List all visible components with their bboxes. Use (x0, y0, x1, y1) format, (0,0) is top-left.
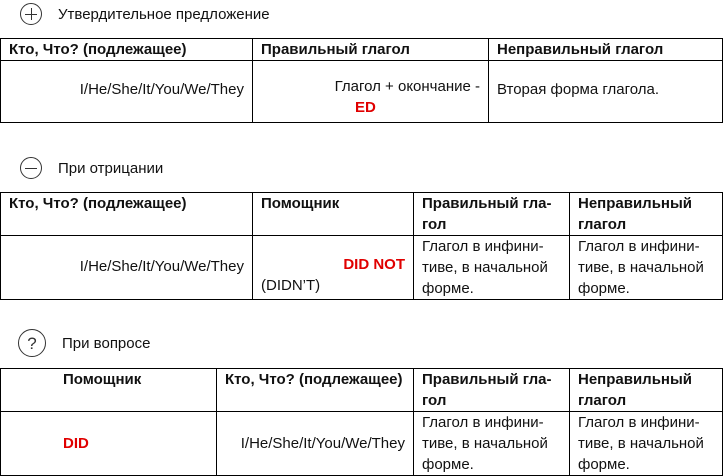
did-not-label: DID NOT (343, 255, 405, 273)
header-regular-verb: Правильный гла- гол (414, 193, 570, 236)
question-title: При вопросе (62, 334, 151, 352)
affirmative-heading (20, 3, 270, 25)
affirmative-table (0, 38, 723, 123)
regular-verb-cell: Глагол в инфини- тиве, в начальной форме. (414, 236, 570, 300)
plus-circle-icon (20, 3, 42, 25)
negative-title: При отрицании (58, 159, 164, 177)
regular-verb-cell: Глагол в инфини- тиве, в начальной форме. (414, 412, 570, 476)
negative-table (0, 192, 723, 300)
irregular-verb-cell: Глагол в инфини- тиве, в начальной форме. (570, 412, 723, 476)
header-irregular-verb: Неправильный глагол (570, 193, 723, 236)
header-regular-verb: Правильный глагол (253, 39, 489, 61)
header-subject: Кто, Что? (подлежащее) (1, 39, 253, 61)
header-subject: Кто, Что? (подлежащее) (1, 193, 253, 236)
affirmative-title: Утвердительное предложение (58, 5, 270, 23)
did-label: DID (1, 412, 217, 476)
header-regular-verb: Правильный гла- гол (414, 369, 570, 412)
question-heading (18, 329, 150, 357)
subject-cell: I/He/She/It/You/We/They (1, 236, 253, 300)
didnt-label: (DIDN’T) (261, 276, 321, 294)
question-circle-icon: ? (18, 329, 46, 357)
regular-verb-cell (253, 61, 489, 123)
header-helper: Помощник (1, 369, 217, 412)
header-subject: Кто, Что? (подлежащее) (217, 369, 414, 412)
minus-circle-icon (20, 157, 42, 179)
ed-suffix: ED (355, 98, 376, 116)
question-table (0, 368, 723, 476)
regular-verb-text: Глагол + окончание - (334, 77, 480, 95)
header-irregular-verb: Неправильный глагол (570, 369, 723, 412)
negative-heading (20, 157, 163, 179)
subject-cell: I/He/She/It/You/We/They (217, 412, 414, 476)
helper-cell (253, 236, 414, 300)
header-helper: Помощник (253, 193, 414, 236)
irregular-verb-cell: Глагол в инфини- тиве, в начальной форме. (570, 236, 723, 300)
irregular-verb-cell: Вторая форма глагола. (489, 61, 723, 123)
subject-cell: I/He/She/It/You/We/They (1, 61, 253, 123)
header-irregular-verb: Неправильный глагол (489, 39, 723, 61)
